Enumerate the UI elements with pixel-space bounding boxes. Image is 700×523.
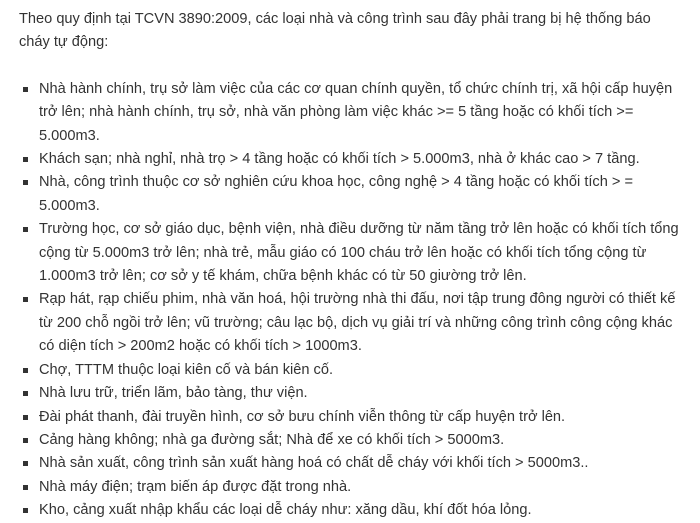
square-bullet-icon [23, 297, 28, 302]
list-item-text: Cảng hàng không; nhà ga đường sắt; Nhà để xe có khối tích > 5000m3. [39, 431, 505, 448]
list-item-text: Nhà máy điện; trạm biến áp được đặt trong nhà. [39, 478, 352, 495]
list-item [19, 171, 683, 218]
square-bullet-icon [23, 415, 28, 420]
list-item [19, 452, 683, 475]
list-item [19, 499, 683, 522]
blank-line [19, 55, 683, 78]
list-item-text: Đài phát thanh, đài truyền hình, cơ sở bưu chính viễn thông từ cấp huyện trở lên. [39, 408, 566, 425]
list-item [19, 359, 683, 382]
list-item [19, 406, 683, 429]
list-item-text: Rạp hát, rạp chiếu phim, nhà văn hoá, hội trường nhà thi đấu, nơi tập trung đông người có thiết kế từ 200 chỗ ngồi trở lên; vũ trường; câu lạc bộ, dịch vụ giải trí và những công trình công cộng khác có diện tích > 200m2 hoặc có khối tích > 1000m3. [39, 291, 676, 355]
list-item-text: Khách sạn; nhà nghỉ, nhà trọ > 4 tầng hoặc có khối tích > 5.000m3, nhà ở khác cao > 7 tầng. [39, 151, 640, 168]
list-item-text: Trường học, cơ sở giáo dục, bệnh viện, nhà điều dưỡng từ năm tầng trở lên hoặc có khối tích tổng cộng từ 5.000m3 trở lên; nhà trẻ, mẫu giáo có 100 cháu trở lên hoặc có khối tích tổng cộng từ 1.000m3 trở lên; cơ sở y tế khám, chữa bệnh khác có từ 50 giường trở lên. [39, 221, 679, 285]
square-bullet-icon [23, 227, 28, 232]
square-bullet-icon [23, 485, 28, 490]
list-item-text: Nhà hành chính, trụ sở làm việc của các cơ quan chính quyền, tổ chức chính trị, xã hội cấp huyện trở lên; nhà hành chính, trụ sở, nhà văn phòng làm việc khác >= 5 tầng hoặc có khối tích >= 5.000m3. [39, 80, 673, 144]
list-item-text: Nhà, công trình thuộc cơ sở nghiên cứu khoa học, công nghệ > 4 tầng hoặc có khối tích > = 5.000m3. [39, 174, 633, 214]
list-item [19, 148, 683, 171]
square-bullet-icon [23, 508, 28, 513]
square-bullet-icon [23, 461, 28, 466]
list-item [19, 476, 683, 499]
requirements-list [19, 78, 683, 523]
list-item-text: Nhà sản xuất, công trình sản xuất hàng hoá có chất dễ cháy với khối tích > 5000m3.. [39, 455, 589, 472]
square-bullet-icon [23, 368, 28, 373]
list-item [19, 78, 683, 148]
square-bullet-icon [23, 180, 28, 185]
list-item-text: Nhà lưu trữ, triển lãm, bảo tàng, thư viện. [39, 385, 308, 402]
list-item [19, 382, 683, 405]
article-body [19, 8, 683, 523]
list-item-text: Kho, cảng xuất nhập khẩu các loại dễ cháy như: xăng dầu, khí đốt hóa lỏng. [39, 502, 532, 519]
square-bullet-icon [23, 87, 28, 92]
intro-paragraph: Theo quy định tại TCVN 3890:2009, các loại nhà và công trình sau đây phải trang bị hệ thống báo cháy tự động: [19, 11, 651, 51]
list-item-text: Chợ, TTTM thuộc loại kiên cố và bán kiên cố. [39, 361, 334, 378]
list-item [19, 288, 683, 358]
square-bullet-icon [23, 391, 28, 396]
list-item [19, 218, 683, 288]
list-item [19, 429, 683, 452]
square-bullet-icon [23, 438, 28, 443]
square-bullet-icon [23, 157, 28, 162]
